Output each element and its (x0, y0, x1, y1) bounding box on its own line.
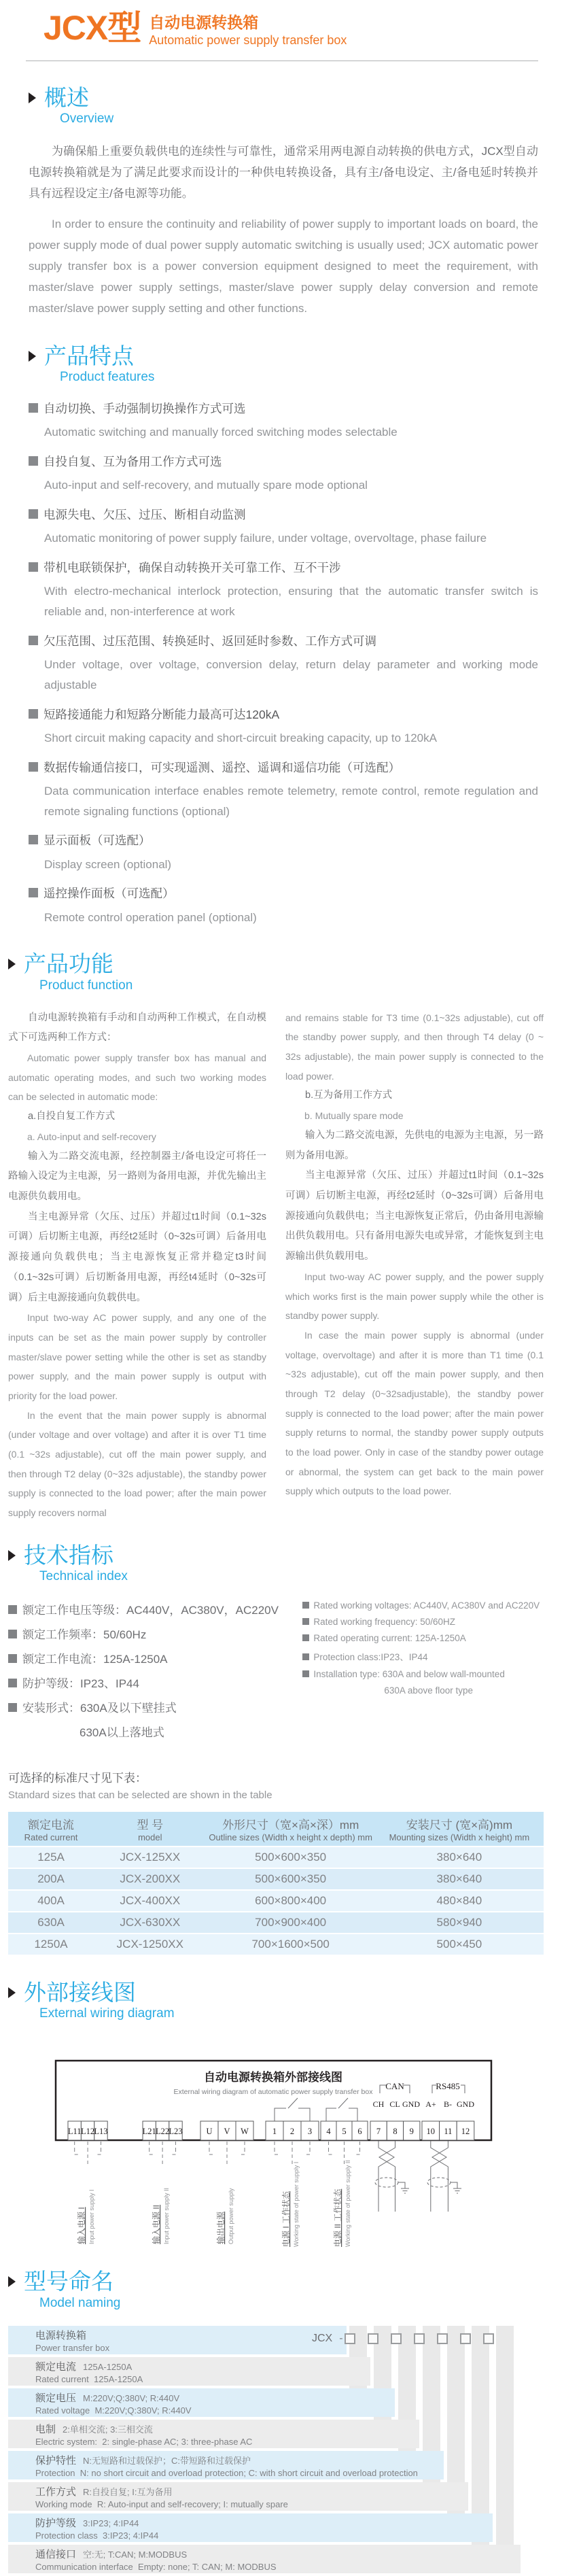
page-header (0, 0, 564, 48)
square-bullet-icon (8, 1679, 17, 1687)
svg-text:输出电源: 输出电源 (216, 2212, 226, 2245)
square-bullet-icon (29, 456, 38, 466)
section-title-zh: 产品功能 (24, 951, 113, 977)
svg-text:L13: L13 (94, 2127, 108, 2137)
svg-text:L12: L12 (81, 2127, 95, 2137)
twisted-pair-can (375, 2141, 409, 2212)
naming-row: 防护等级 3:IP23; 4:IP44 Protection class 3:IP23; 4:IP44 (8, 2513, 493, 2542)
svg-text:Output power supply: Output power supply (228, 2188, 234, 2245)
function-left-column: 自动电源转换箱有手动和自动两种工作模式，在自动模式下可选两种工作方式： Automatic power supply transfer box has manual and automatic operating modes, and such two working modes can be selected in automatic mode: a.自投自复工作方式 a. Auto-input and self-recovery 输入为二路交流电源，经控制器主/备电设定可将任一路输入设定为主电源，另一路则为备用电源，并优先输出主电源供负载用电。 当主电源异常（欠压、过压）并超过t1时间（0.1~32s可调）后切断主电源，再经t2延时（0~32s可调）后备用电源接通向负载供电；当主电源恢复正常并稳定t3时间（0.1~32s可调）后切断备用电源，再经t4延时（0~32s可调）后主电源接通向负载供电。 Input two-way AC power supply, and any one of the inputs can be set as the main power supply by controller master/slave power setting while the other is set as standby power supply, and the main power supply is output with priority for the load power. In the event that the main power supply is abnormal (under voltage and over voltage) and after it is over T1 time (0.1 ~32s adjustable), cut off the main power supply, and then through T2 delay (0~32s adjustable), the standby power supply is connected to the load power; after the main power supply recovers normal (8, 1012, 266, 1519)
feature-item: 自动切换、手动强制切换操作方式可选 Automatic switching and manually forced switching modes selectable (29, 400, 538, 443)
product-model-title: JCX型 (43, 9, 141, 47)
tech-specs-en: Rated working voltages: AC440V, AC380V and AC220V Rated working frequency: 50/60HZ Rated operating current: 125A-1250A Protection class:IP23、IP44 Installation type: 630A and below wall-mounted 630A above floor type (302, 1600, 544, 1740)
svg-text:8: 8 (393, 2127, 398, 2137)
wiring-box-title-zh: 自动电源转换箱外部接线图 (204, 2071, 342, 2084)
section-arrow-icon (8, 1550, 16, 1561)
table-row: 630A JCX-630XX 700×900×400 580×940 (8, 1912, 544, 1933)
square-bullet-icon (302, 1670, 309, 1677)
square-bullet-icon (8, 1630, 17, 1638)
section-title-zh: 技术指标 (24, 1542, 113, 1568)
feature-item: 电源失电、欠压、过压、断相自动监测 Automatic monitoring of power supply failure, under voltage, overvoltage, phase failure (29, 506, 538, 549)
square-bullet-icon (29, 636, 38, 645)
svg-text:4: 4 (326, 2127, 331, 2137)
section-title-zh: 产品特点 (44, 343, 134, 368)
overview-paragraph-zh: 为确保船上重要负载供电的连续性与可靠性，通常采用两电源自动转换的供电方式，JCX型自动电源转换箱就是为了满足此要求而设计的一种供电转换设备，具有主/备电设定、主/备电延时转换并具有远程设定主/备电源等功能。 (29, 145, 538, 201)
table-row: 1250A JCX-1250XX 700×1600×500 500×450 (8, 1934, 544, 1955)
model-code-row (312, 2333, 494, 2345)
feature-item: 短路接通能力和短路分断能力最高可达120kA Short circuit making capacity and short-circuit breaking capacity, up to 120kA (29, 706, 538, 749)
square-bullet-icon (302, 1634, 309, 1641)
section-title-zh: 概述 (44, 84, 89, 110)
section-overview (29, 86, 538, 320)
section-arrow-icon (8, 2276, 16, 2287)
table-row: 125A JCX-125XX 500×600×350 380×640 (8, 1847, 544, 1868)
svg-text:2: 2 (289, 2127, 295, 2137)
svg-text:Working state of power supply: Working state of power supply I (293, 2162, 300, 2248)
feature-item: 欠压范围、过压范围、转换延时、返回延时参数、工作方式可调 Under voltage, over voltage, conversion delay, return delay parameter and working mode adjustable (29, 632, 538, 695)
svg-text:输入电源 I: 输入电源 I (77, 2207, 86, 2245)
svg-text:Input power supply II: Input power supply II (163, 2188, 170, 2245)
section-product-function (8, 952, 544, 1523)
section-wiring-diagram (8, 1980, 544, 2249)
naming-row: 通信接口 空:无; T:CAN; M:MODBUS Communication interface Empty: none; T: CAN; M: MODBUS (8, 2545, 521, 2573)
svg-text:L21: L21 (142, 2127, 156, 2137)
square-bullet-icon (29, 835, 38, 844)
section-title-en: Model naming (39, 2295, 121, 2310)
svg-text:L23: L23 (169, 2127, 183, 2137)
section-arrow-icon (29, 351, 36, 362)
size-table-note-zh: 可选择的标准尺寸见下表： (8, 1772, 147, 1785)
tech-specs-zh: 额定工作电压等级：AC440V，AC380V，AC220V 额定工作频率：50/60Hz 额定工作电流：125A-1250A 防护等级：IP23、IP44 安装形式：630A及以下壁挂式 630A以上落地式 (8, 1600, 302, 1740)
rs485-pin-label: A+ (425, 2099, 436, 2110)
svg-text:Working state of power supply: Working state of power supply II (345, 2160, 351, 2248)
svg-text:U: U (206, 2127, 213, 2137)
svg-text:6: 6 (357, 2127, 362, 2137)
standard-sizes-table (8, 1810, 544, 1956)
section-title-en: Technical index (39, 1569, 128, 1584)
naming-row: 电源转换箱 Power transfer box (8, 2326, 347, 2354)
model-code-box (345, 2333, 355, 2344)
model-code-box (460, 2333, 471, 2344)
group-labels (76, 2161, 351, 2248)
rs485-label: RS485 (436, 2081, 460, 2092)
square-bullet-icon (8, 1605, 17, 1614)
svg-text:9: 9 (409, 2127, 414, 2137)
rs485-pin-label: B- (444, 2099, 452, 2110)
section-title-zh: 型号命名 (24, 2269, 113, 2295)
svg-text:1: 1 (272, 2127, 277, 2137)
svg-text:L11: L11 (67, 2127, 82, 2137)
square-bullet-icon (29, 709, 38, 719)
section-arrow-icon (8, 1987, 16, 1998)
product-title-zh: 自动电源转换箱 (149, 14, 259, 31)
model-prefix: JCX (312, 2332, 333, 2344)
section-arrow-icon (29, 92, 36, 103)
section-title-en: Product features (60, 370, 155, 385)
table-row: 400A JCX-400XX 600×800×400 480×840 (8, 1891, 544, 1911)
product-title-en: Automatic power supply transfer box (149, 33, 347, 47)
svg-text:输入电源 II: 输入电源 II (152, 2205, 161, 2245)
square-bullet-icon (29, 762, 38, 772)
model-code-box (437, 2333, 448, 2344)
svg-text:电源 II 工作状态: 电源 II 工作状态 (333, 2189, 342, 2248)
naming-row: 额定电流 125A-1250A Rated current 125A-1250A (8, 2357, 370, 2386)
section-title-en: Product function (39, 978, 133, 993)
section-title-en: External wiring diagram (39, 2006, 175, 2021)
twisted-pair-rs485 (427, 2141, 461, 2212)
feature-item: 遥控操作面板（可选配） Remote control operation panel (optional) (29, 885, 538, 927)
naming-row: 电制 2:单相交流; 3:三相交流 Electric system: 2: single-phase AC; 3: three-phase AC (8, 2420, 419, 2448)
section-technical-index (8, 1543, 544, 1956)
table-header-row: 额定电流 Rated current 型 号 model 外形尺寸（宽×高×深）mm Outline sizes (Width x height x depth) mm 安装尺寸 (宽×高)mm Mounting sizes (Width x height) mm (8, 1812, 544, 1846)
wiring-box-title-en: External wiring diagram of automatic power supply transfer box (173, 2088, 373, 2097)
ladder-strip (496, 2326, 514, 2573)
rs485-pin-label: GND (457, 2099, 474, 2110)
can-pin-label: GND (402, 2099, 420, 2110)
svg-text:12: 12 (461, 2127, 470, 2137)
model-code-box (483, 2333, 494, 2344)
function-right-column: and remains stable for T3 time (0.1~32s adjustable), cut off the standby power supply, and then through T4 delay (0 ~ 32s adjustable), the main power supply is connected to the load power. b.互为备用工作方式 b. Mutually spare mode 输入为二路交流电源，先供电的电源为主电源，另一路则为备用电源。 当主电源异常（欠压、过压）并超过t1时间（0.1~32s可调）后切断主电源，再经t2延时（0~32s可调）后备用电源接通向负载供电；当主电源恢复正常后，仍由备用电源输出供负载用电。只有备用电源失电或异常，才能恢复到主电源输出供负载用电。 Input two-way AC power supply, and the power supply which works first is the main power supply while the other is standby power supply. In case the main power supply is abnormal (under voltage, overvoltage) and after it is more than T1 time (0.1 ~32s adjustable), cut off the main power supply, and then through T2 delay (0~32sadjustable), the standby power supply is connected to the load power; after the main power supply returns to normal, the standby power supply outputs to the load power. Only in case of the standby power outage or abnormal, the system can get back to the main power supply which outputs to the load power. (285, 1012, 544, 1497)
model-naming-ladder (8, 2326, 525, 2576)
group-connectors (75, 2142, 360, 2164)
model-code-box (368, 2333, 378, 2344)
naming-row: 额定电压 M:220V;Q:380V; R:440V Rated voltage M:220V;Q:380V; R:440V (8, 2388, 395, 2417)
section-title-zh: 外部接线图 (24, 1980, 136, 2006)
svg-text:L22: L22 (156, 2127, 170, 2137)
feature-item: 自投自复、互为备用工作方式可选 Auto-input and self-recovery, and mutually spare mode optional (29, 453, 538, 496)
feature-item: 带机电联锁保护，确保自动转换开关可靠工作、互不干涉 With electro-mechanical interlock protection, ensuring that the automatic transfer switch is reliable and, non-interference at work (29, 559, 538, 622)
switch-symbol (275, 2098, 357, 2121)
model-code-box (414, 2333, 425, 2344)
can-label: CAN (385, 2081, 404, 2092)
svg-text:V: V (224, 2127, 230, 2137)
svg-text:Input power supply I: Input power supply I (88, 2189, 95, 2245)
feature-item: 数据传输通信接口，可实现遥测、遥控、遥调和遥信功能（可选配） Data communication interface enables remote telemetry, remote control, remote regulation and remote signaling functions (optional) (29, 759, 538, 822)
square-bullet-icon (302, 1602, 309, 1609)
wiring-diagram (52, 2042, 500, 2249)
svg-text:5: 5 (342, 2127, 347, 2137)
naming-row: 保护特性 N:无短路和过载保护；C:带短路和过载保护 Protection N: no short circuit and overload protection; C: with short circuit and overload protection (8, 2451, 444, 2479)
square-bullet-icon (29, 403, 38, 413)
square-bullet-icon (302, 1618, 309, 1625)
section-product-features (29, 344, 538, 928)
svg-text:7: 7 (376, 2127, 381, 2137)
square-bullet-icon (29, 509, 38, 519)
table-row: 200A JCX-200XX 500×600×350 380×640 (8, 1869, 544, 1889)
svg-text:W: W (241, 2127, 249, 2137)
square-bullet-icon (29, 562, 38, 572)
section-arrow-icon (8, 959, 16, 969)
section-title-en: Overview (60, 111, 114, 126)
naming-row: 工作方式 R:自投自复; I:互为备用 Working mode R: Auto-input and self-recovery; I: mutually spare (8, 2482, 468, 2511)
can-pin-label: CH (372, 2099, 385, 2110)
svg-text:3: 3 (307, 2127, 313, 2137)
model-dash: - (339, 2332, 343, 2344)
overview-paragraph-en: In order to ensure the continuity and reliability of power supply to important loads on board, the power supply mode of dual power supply automatic switching is usually used; JCX automatic power supply transfer box is a power conversion equipment designed to meet the requirement, with master/slave power supply settings, master/slave power supply delay conversion and remote master/slave power supply setting and other functions. (29, 218, 538, 315)
can-pin-label: CL (389, 2099, 400, 2110)
section-model-naming (8, 2269, 544, 2575)
svg-text:电源 I 工作状态: 电源 I 工作状态 (281, 2191, 291, 2248)
feature-item: 显示面板（可选配） Display screen (optional) (29, 831, 538, 874)
square-bullet-icon (8, 1654, 17, 1663)
model-code-box (391, 2333, 402, 2344)
svg-text:11: 11 (444, 2127, 453, 2137)
square-bullet-icon (8, 1703, 17, 1712)
svg-text:10: 10 (426, 2127, 436, 2137)
square-bullet-icon (29, 888, 38, 897)
square-bullet-icon (302, 1653, 309, 1660)
size-table-note-en: Standard sizes that can be selected are shown in the table (8, 1789, 272, 1802)
